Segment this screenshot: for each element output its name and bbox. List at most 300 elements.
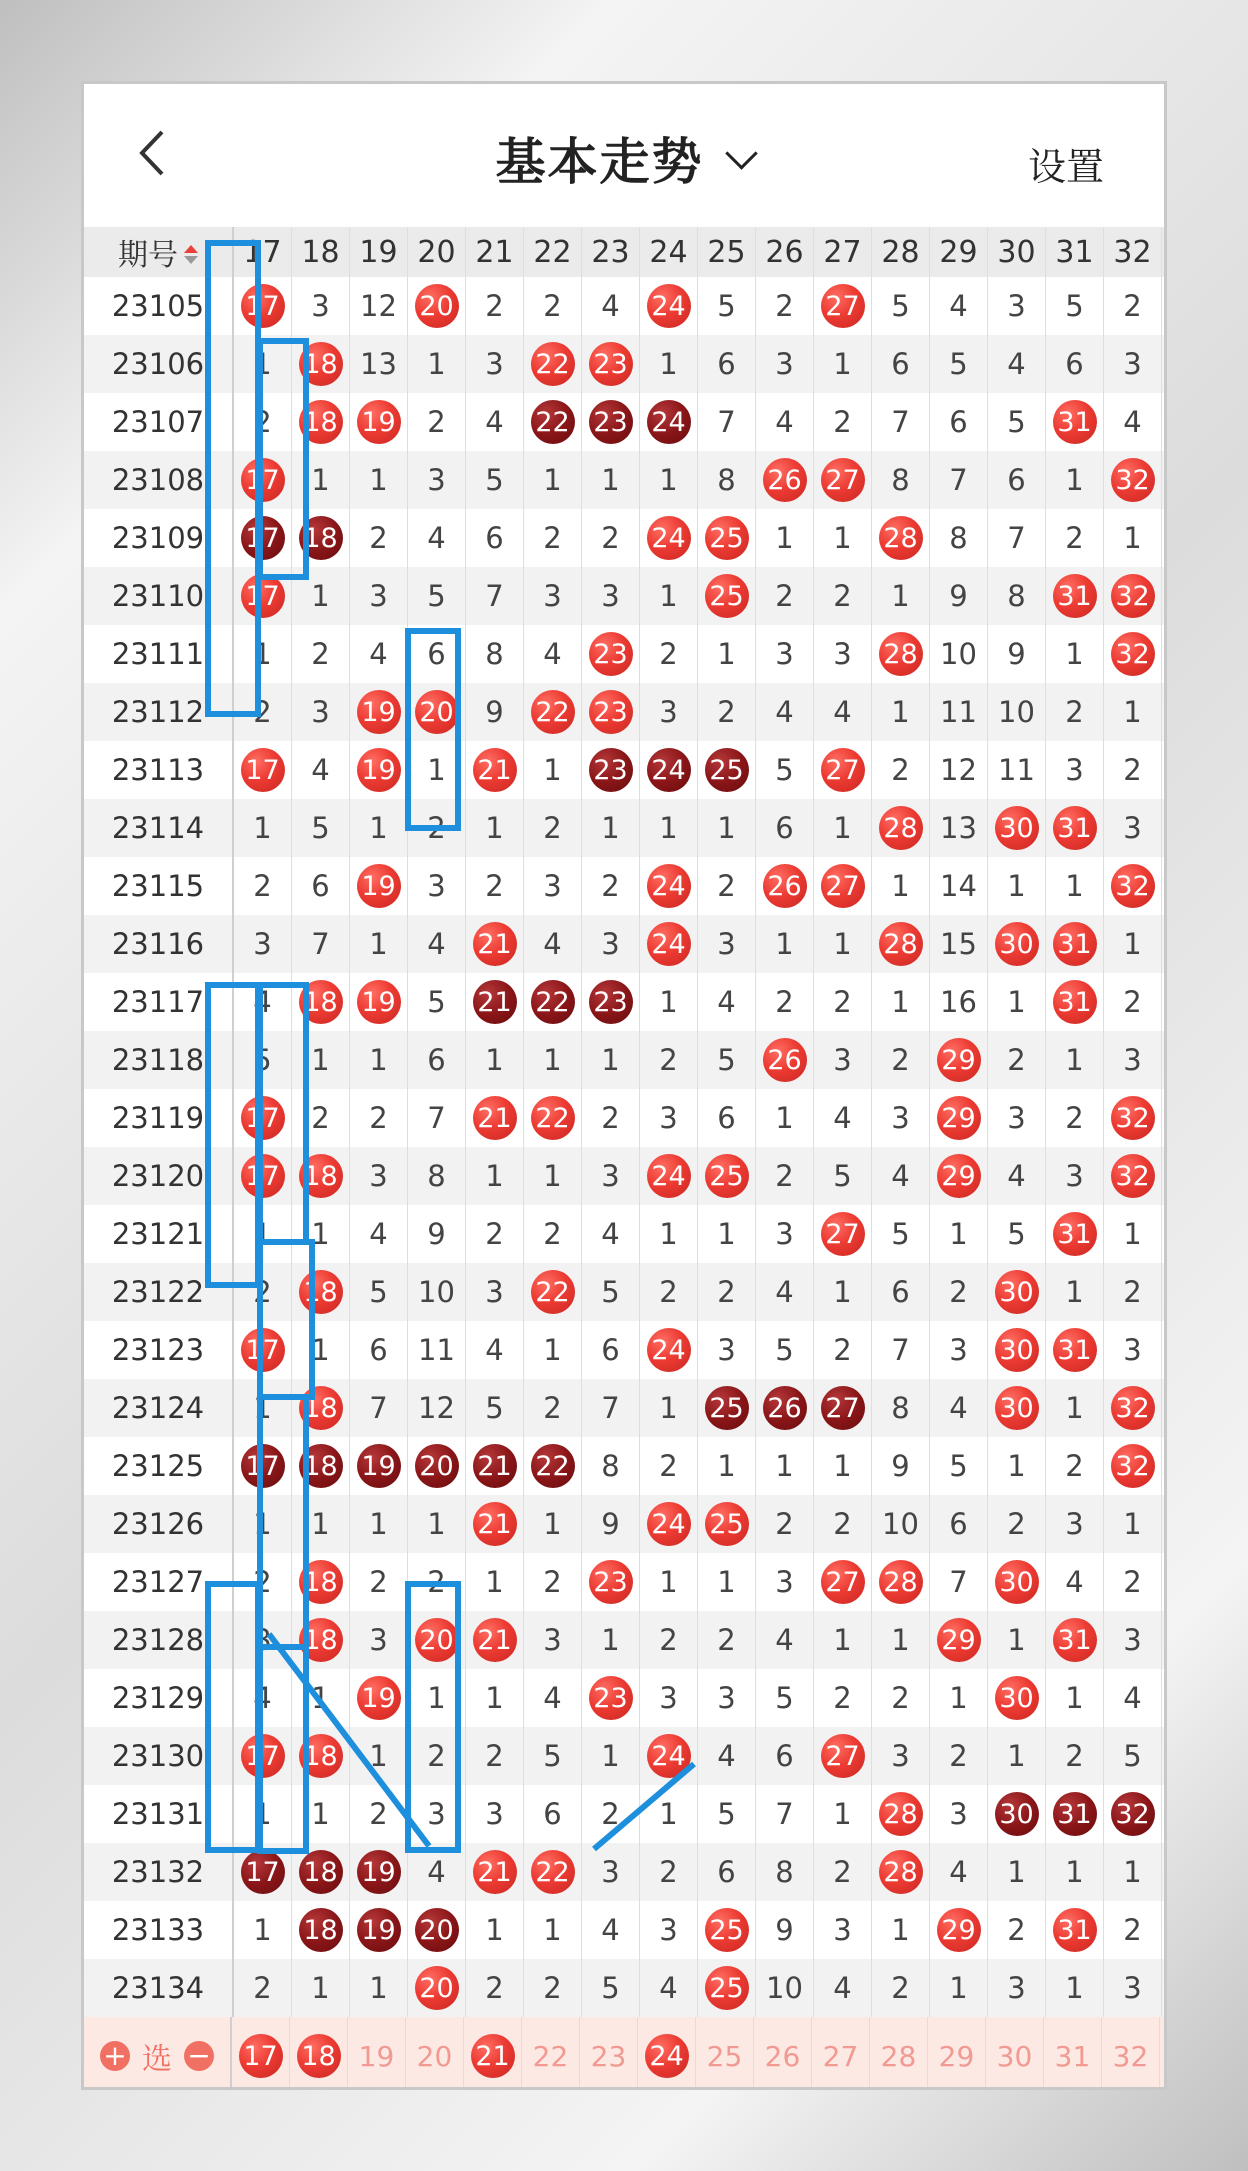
footer-cell: 31 <box>1044 2017 1102 2087</box>
number-cell: 1 <box>640 973 698 1031</box>
table-row <box>84 1611 1164 1669</box>
drawn-number-ball: 19 <box>357 980 401 1024</box>
number-cell: 3 <box>872 1089 930 1147</box>
number-cell: 4 <box>582 1205 640 1263</box>
consecutive-number-ball: 22 <box>531 1444 575 1488</box>
number-cell: 4 <box>698 973 756 1031</box>
number-cell: 1 <box>234 799 292 857</box>
table-row <box>84 1031 1164 1089</box>
number-cell <box>408 1959 466 2017</box>
number-cell: 1 <box>292 1205 350 1263</box>
drawn-number-ball: 25 <box>705 516 749 560</box>
consecutive-number-ball: 18 <box>299 1850 343 1894</box>
number-cell <box>930 1089 988 1147</box>
column-header: 30 <box>988 227 1046 277</box>
drawn-number-ball: 30 <box>995 1560 1039 1604</box>
number-cell: 5 <box>408 567 466 625</box>
drawn-number-ball: 29 <box>937 1038 981 1082</box>
table-row <box>84 1089 1164 1147</box>
number-cell: 1 <box>640 1785 698 1843</box>
number-cell: 7 <box>292 915 350 973</box>
number-cell: 3 <box>350 1147 408 1205</box>
page-title[interactable] <box>84 122 1164 194</box>
period-cell: 23120 <box>84 1147 234 1205</box>
number-cell <box>234 1727 292 1785</box>
number-cell: 8 <box>988 567 1046 625</box>
drawn-number-ball[interactable]: 18 <box>297 2034 341 2078</box>
number-cell <box>698 567 756 625</box>
period-cell: 23111 <box>84 625 234 683</box>
number-cell: 1 <box>582 451 640 509</box>
drawn-number-ball: 28 <box>879 632 923 676</box>
minus-button[interactable]: − <box>184 2041 214 2071</box>
number-cell <box>698 1147 756 1205</box>
table-row <box>84 799 1164 857</box>
drawn-number-ball: 31 <box>1053 400 1097 444</box>
number-cell <box>988 1553 1046 1611</box>
number-cell: 4 <box>814 683 872 741</box>
consecutive-number-ball: 23 <box>589 748 633 792</box>
drawn-number-ball: 19 <box>357 400 401 444</box>
drawn-number-ball: 31 <box>1053 1328 1097 1372</box>
number-cell <box>234 509 292 567</box>
plus-button[interactable]: + <box>100 2041 130 2071</box>
number-cell: 1 <box>234 1205 292 1263</box>
period-cell: 23112 <box>84 683 234 741</box>
table-row <box>84 625 1164 683</box>
number-cell: 1 <box>1046 1263 1104 1321</box>
number-cell: 1 <box>756 915 814 973</box>
number-cell <box>698 509 756 567</box>
number-cell: 16 <box>930 973 988 1031</box>
number-cell: 8 <box>872 451 930 509</box>
number-cell <box>234 567 292 625</box>
number-cell: 2 <box>698 683 756 741</box>
number-cell: 5 <box>988 1205 1046 1263</box>
consecutive-number-ball: 17 <box>241 1444 285 1488</box>
number-cell <box>1104 567 1162 625</box>
period-cell: 23129 <box>84 1669 234 1727</box>
number-cell: 7 <box>698 393 756 451</box>
drawn-number-ball: 18 <box>299 1618 343 1662</box>
number-cell: 5 <box>872 277 930 335</box>
number-cell <box>350 1901 408 1959</box>
drawn-number-ball: 29 <box>937 1096 981 1140</box>
number-cell: 4 <box>408 915 466 973</box>
number-cell <box>292 1437 350 1495</box>
number-cell <box>872 799 930 857</box>
number-cell: 2 <box>466 1205 524 1263</box>
number-cell: 4 <box>930 277 988 335</box>
number-cell: 1 <box>814 1785 872 1843</box>
number-cell: 7 <box>466 567 524 625</box>
number-cell <box>524 1263 582 1321</box>
drawn-number-ball: 23 <box>589 1676 633 1720</box>
number-cell <box>814 1205 872 1263</box>
footer-cell: 19 <box>348 2017 406 2087</box>
drawn-number-ball: 19 <box>357 748 401 792</box>
number-cell <box>350 973 408 1031</box>
footer-cell: 29 <box>928 2017 986 2087</box>
period-cell: 23124 <box>84 1379 234 1437</box>
drawn-number-ball: 18 <box>299 400 343 444</box>
number-cell: 3 <box>408 1785 466 1843</box>
drawn-number-ball: 26 <box>763 458 807 502</box>
period-cell: 23110 <box>84 567 234 625</box>
period-cell: 23126 <box>84 1495 234 1553</box>
table-row <box>84 567 1164 625</box>
number-cell: 1 <box>350 1495 408 1553</box>
drawn-number-ball: 27 <box>821 1734 865 1778</box>
number-cell: 6 <box>698 1843 756 1901</box>
number-cell: 3 <box>930 1321 988 1379</box>
app-screen <box>84 84 1164 2087</box>
number-cell: 2 <box>582 1089 640 1147</box>
number-cell: 4 <box>408 1843 466 1901</box>
drawn-number-ball: 24 <box>647 1502 691 1546</box>
period-header[interactable] <box>84 227 234 277</box>
table-row <box>84 973 1164 1031</box>
table-row <box>84 1321 1164 1379</box>
number-cell: 3 <box>350 1611 408 1669</box>
number-cell <box>350 1669 408 1727</box>
number-cell: 1 <box>930 1205 988 1263</box>
number-cell: 3 <box>466 335 524 393</box>
number-cell: 1 <box>524 1495 582 1553</box>
number-cell <box>234 277 292 335</box>
number-cell: 2 <box>524 1205 582 1263</box>
number-cell: 11 <box>408 1321 466 1379</box>
number-cell: 1 <box>408 1495 466 1553</box>
number-cell: 1 <box>292 1495 350 1553</box>
number-cell: 3 <box>1046 1147 1104 1205</box>
number-cell: 2 <box>524 277 582 335</box>
number-cell: 5 <box>698 1785 756 1843</box>
drawn-number-ball: 25 <box>705 574 749 618</box>
select-label: 选 <box>142 2042 172 2077</box>
number-cell: 1 <box>988 1727 1046 1785</box>
number-cell: 1 <box>1104 509 1162 567</box>
number-cell: 1 <box>814 1611 872 1669</box>
number-cell <box>466 1611 524 1669</box>
number-cell: 1 <box>292 1321 350 1379</box>
number-cell: 4 <box>930 1379 988 1437</box>
number-cell: 4 <box>524 625 582 683</box>
sort-icon <box>184 245 198 264</box>
consecutive-number-ball: 22 <box>531 400 575 444</box>
number-cell <box>234 1843 292 1901</box>
drawn-number-ball: 24 <box>647 922 691 966</box>
table-row <box>84 1669 1164 1727</box>
number-cell: 2 <box>930 1727 988 1785</box>
number-cell <box>408 1901 466 1959</box>
period-cell: 23127 <box>84 1553 234 1611</box>
number-cell: 7 <box>930 451 988 509</box>
drawn-number-ball: 18 <box>299 1386 343 1430</box>
consecutive-number-ball: 31 <box>1053 1792 1097 1836</box>
number-cell: 2 <box>1104 1263 1162 1321</box>
drawn-number-ball: 26 <box>763 1038 807 1082</box>
number-cell: 2 <box>1104 973 1162 1031</box>
number-cell: 1 <box>582 1611 640 1669</box>
number-cell <box>524 1843 582 1901</box>
number-cell: 1 <box>350 915 408 973</box>
number-cell: 4 <box>582 277 640 335</box>
number-cell: 1 <box>234 335 292 393</box>
number-cell: 1 <box>814 1263 872 1321</box>
number-cell: 1 <box>1046 625 1104 683</box>
table-row <box>84 1147 1164 1205</box>
number-cell: 9 <box>988 625 1046 683</box>
number-cell <box>872 915 930 973</box>
column-header: 29 <box>930 227 988 277</box>
drawn-number-ball: 24 <box>647 1328 691 1372</box>
number-cell: 3 <box>466 1263 524 1321</box>
number-cell: 4 <box>234 973 292 1031</box>
drawn-number-ball: 32 <box>1111 864 1155 908</box>
number-cell: 6 <box>872 1263 930 1321</box>
number-cell <box>872 625 930 683</box>
number-cell <box>582 393 640 451</box>
drawn-number-ball: 18 <box>299 1154 343 1198</box>
number-cell <box>988 1321 1046 1379</box>
drawn-number-ball: 17 <box>241 1154 285 1198</box>
drawn-number-ball: 28 <box>879 806 923 850</box>
drawn-number-ball: 21 <box>473 1502 517 1546</box>
number-cell: 7 <box>408 1089 466 1147</box>
number-cell: 3 <box>698 915 756 973</box>
number-cell <box>350 857 408 915</box>
period-cell: 23131 <box>84 1785 234 1843</box>
number-cell: 6 <box>524 1785 582 1843</box>
number-cell <box>350 1437 408 1495</box>
number-cell: 2 <box>872 1031 930 1089</box>
number-cell <box>640 1147 698 1205</box>
footer-cell: 20 <box>406 2017 464 2087</box>
number-cell <box>466 915 524 973</box>
number-cell <box>814 741 872 799</box>
drawn-number-ball: 27 <box>821 1560 865 1604</box>
number-cell: 1 <box>524 741 582 799</box>
drawn-number-ball[interactable]: 24 <box>645 2034 689 2078</box>
number-cell: 2 <box>1046 509 1104 567</box>
period-cell: 23118 <box>84 1031 234 1089</box>
number-cell: 2 <box>1104 1553 1162 1611</box>
drawn-number-ball: 32 <box>1111 1444 1155 1488</box>
drawn-number-ball: 29 <box>937 1908 981 1952</box>
number-cell: 1 <box>234 1495 292 1553</box>
number-cell: 1 <box>756 1437 814 1495</box>
footer-cell: 25 <box>696 2017 754 2087</box>
number-cell: 1 <box>640 799 698 857</box>
number-cell: 5 <box>930 335 988 393</box>
number-cell: 4 <box>756 683 814 741</box>
number-cell: 3 <box>814 625 872 683</box>
number-cell: 4 <box>524 1669 582 1727</box>
number-cell: 1 <box>930 1959 988 2017</box>
number-cell: 5 <box>698 277 756 335</box>
number-cell: 2 <box>988 1495 1046 1553</box>
number-cell: 2 <box>872 741 930 799</box>
drawn-number-ball: 25 <box>705 1154 749 1198</box>
number-cell: 1 <box>408 335 466 393</box>
number-cell <box>1046 1901 1104 1959</box>
number-cell: 4 <box>350 1205 408 1263</box>
number-cell: 2 <box>524 1379 582 1437</box>
number-cell: 9 <box>408 1205 466 1263</box>
consecutive-number-ball: 24 <box>647 400 691 444</box>
select-row <box>84 2017 1164 2087</box>
number-cell: 5 <box>930 1437 988 1495</box>
number-cell: 1 <box>350 1727 408 1785</box>
number-cell: 5 <box>988 393 1046 451</box>
number-cell: 4 <box>466 393 524 451</box>
number-cell <box>988 1263 1046 1321</box>
number-cell <box>1046 1785 1104 1843</box>
number-cell <box>524 393 582 451</box>
number-cell <box>1104 625 1162 683</box>
period-cell: 23116 <box>84 915 234 973</box>
drawn-number-ball: 31 <box>1053 1908 1097 1952</box>
number-cell: 2 <box>814 973 872 1031</box>
drawn-number-ball: 30 <box>995 1328 1039 1372</box>
number-cell: 3 <box>698 1321 756 1379</box>
column-header: 32 <box>1104 227 1162 277</box>
drawn-number-ball: 30 <box>995 922 1039 966</box>
number-cell <box>872 1553 930 1611</box>
number-cell <box>234 1089 292 1147</box>
number-cell <box>408 277 466 335</box>
number-cell: 3 <box>988 277 1046 335</box>
number-cell <box>1046 393 1104 451</box>
consecutive-number-ball: 24 <box>647 748 691 792</box>
number-cell: 2 <box>1104 1901 1162 1959</box>
number-cell: 3 <box>234 915 292 973</box>
number-cell <box>292 1901 350 1959</box>
number-cell: 15 <box>930 915 988 973</box>
number-cell <box>988 1785 1046 1843</box>
number-cell <box>524 1089 582 1147</box>
number-cell: 2 <box>350 1553 408 1611</box>
drawn-number-ball: 22 <box>531 1270 575 1314</box>
consecutive-number-ball: 23 <box>589 980 633 1024</box>
number-cell: 2 <box>640 625 698 683</box>
number-cell: 3 <box>582 915 640 973</box>
number-cell: 1 <box>698 1553 756 1611</box>
number-cell: 2 <box>698 1611 756 1669</box>
number-cell <box>698 1959 756 2017</box>
consecutive-number-ball: 17 <box>241 516 285 560</box>
number-cell <box>988 915 1046 973</box>
number-cell: 6 <box>350 1321 408 1379</box>
settings-button[interactable]: 设置 <box>1027 145 1104 189</box>
drawn-number-ball: 27 <box>821 748 865 792</box>
number-cell: 3 <box>1046 1495 1104 1553</box>
period-cell: 23107 <box>84 393 234 451</box>
number-cell: 4 <box>234 1669 292 1727</box>
column-header: 24 <box>640 227 698 277</box>
table-row <box>84 1843 1164 1901</box>
number-cell: 5 <box>814 1147 872 1205</box>
number-cell: 7 <box>872 393 930 451</box>
period-cell: 23121 <box>84 1205 234 1263</box>
drawn-number-ball: 31 <box>1053 922 1097 966</box>
number-cell: 7 <box>756 1785 814 1843</box>
number-cell: 1 <box>988 1437 1046 1495</box>
table-row <box>84 683 1164 741</box>
drawn-number-ball: 32 <box>1111 1386 1155 1430</box>
number-cell <box>582 741 640 799</box>
drawn-number-ball[interactable]: 21 <box>471 2034 515 2078</box>
number-cell: 2 <box>1046 1437 1104 1495</box>
number-cell <box>814 277 872 335</box>
table-row <box>84 509 1164 567</box>
number-cell: 5 <box>582 1959 640 2017</box>
number-cell: 2 <box>1046 1089 1104 1147</box>
number-cell: 4 <box>988 1147 1046 1205</box>
number-cell <box>292 973 350 1031</box>
number-cell: 1 <box>814 509 872 567</box>
number-cell: 2 <box>234 857 292 915</box>
drawn-number-ball: 26 <box>763 864 807 908</box>
number-cell: 3 <box>234 1611 292 1669</box>
number-cell: 1 <box>698 1437 756 1495</box>
number-cell <box>524 683 582 741</box>
drawn-number-ball: 29 <box>937 1154 981 1198</box>
number-cell: 1 <box>1104 915 1162 973</box>
column-header: 27 <box>814 227 872 277</box>
number-cell: 1 <box>814 335 872 393</box>
consecutive-number-ball: 19 <box>357 1908 401 1952</box>
drawn-number-ball: 17 <box>241 1328 285 1372</box>
number-cell: 3 <box>756 1205 814 1263</box>
drawn-number-ball: 32 <box>1111 458 1155 502</box>
number-cell: 2 <box>872 1669 930 1727</box>
number-cell: 1 <box>872 973 930 1031</box>
number-cell: 2 <box>988 1901 1046 1959</box>
number-cell: 3 <box>814 1031 872 1089</box>
number-cell: 2 <box>234 393 292 451</box>
drawn-number-ball: 23 <box>589 342 633 386</box>
number-cell: 2 <box>872 1959 930 2017</box>
footer-cell: 30 <box>986 2017 1044 2087</box>
drawn-number-ball: 21 <box>473 748 517 792</box>
number-cell <box>292 1727 350 1785</box>
drawn-number-ball[interactable]: 17 <box>239 2034 283 2078</box>
number-cell: 2 <box>350 1089 408 1147</box>
table-row <box>84 277 1164 335</box>
number-cell <box>292 1843 350 1901</box>
number-cell: 1 <box>872 567 930 625</box>
consecutive-number-ball: 20 <box>415 1444 459 1488</box>
period-cell: 23114 <box>84 799 234 857</box>
number-cell: 2 <box>524 1553 582 1611</box>
table-row <box>84 1727 1164 1785</box>
number-cell: 4 <box>756 393 814 451</box>
number-cell: 2 <box>408 1553 466 1611</box>
number-cell: 1 <box>466 1669 524 1727</box>
number-cell <box>756 1379 814 1437</box>
period-cell: 23115 <box>84 857 234 915</box>
drawn-number-ball: 24 <box>647 1734 691 1778</box>
number-cell: 2 <box>988 1031 1046 1089</box>
number-cell: 8 <box>466 625 524 683</box>
number-cell <box>234 1147 292 1205</box>
drawn-number-ball: 31 <box>1053 980 1097 1024</box>
period-cell: 23133 <box>84 1901 234 1959</box>
table-header-row <box>84 227 1164 277</box>
drawn-number-ball: 18 <box>299 1734 343 1778</box>
